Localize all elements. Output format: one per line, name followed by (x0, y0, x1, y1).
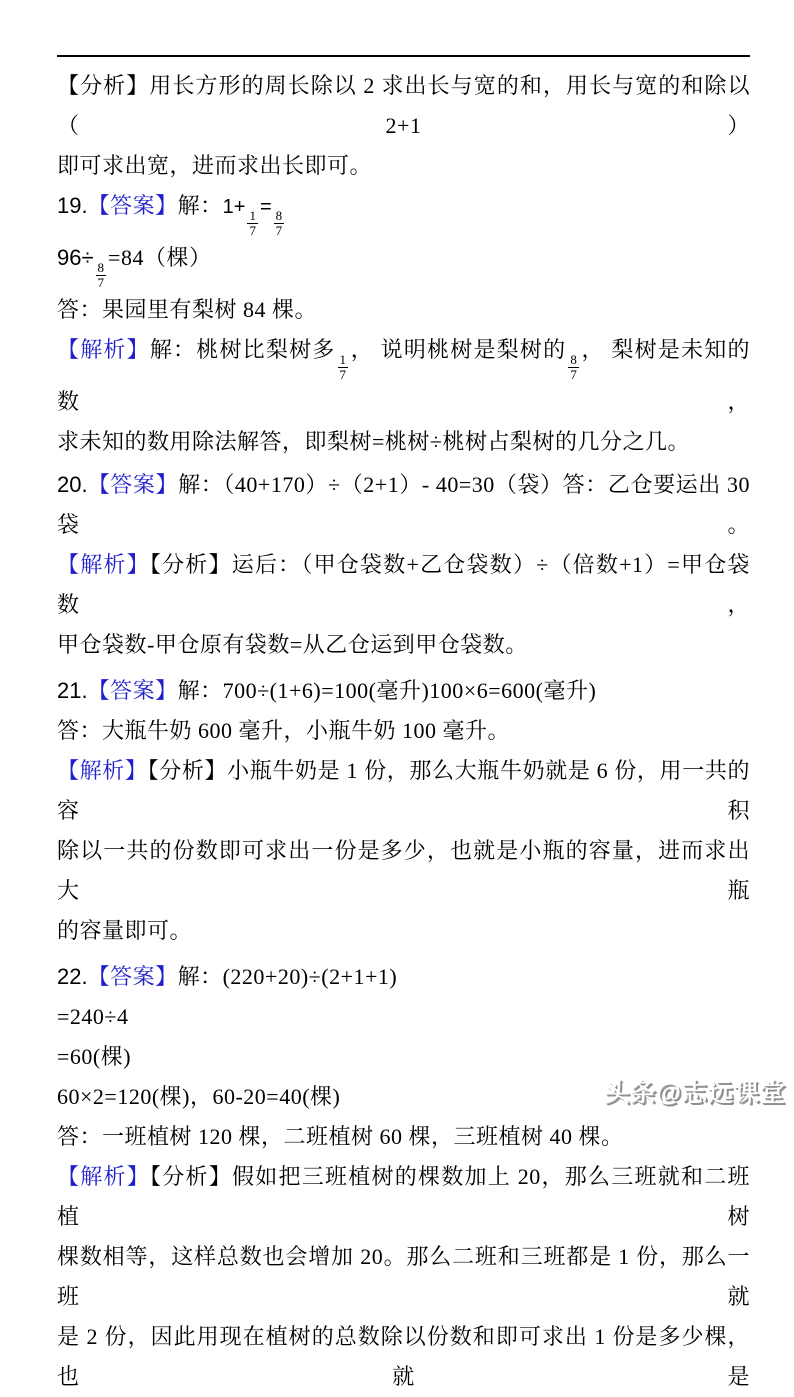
answer-sentence: 答：大瓶牛奶 600 毫升，小瓶牛奶 100 毫升。 (57, 718, 511, 744)
analysis-text: 即可求出宽，进而求出长即可。 (57, 153, 373, 178)
header-rule (57, 55, 750, 57)
fraction (274, 209, 285, 239)
answer-sentence-line (57, 1117, 750, 1157)
explanation-text: 求未知的数用除法解答，即梨树=桃树÷桃树占梨树的几分之几。 (57, 429, 690, 455)
answer-label: 【答案】 (87, 472, 179, 498)
math-text: = (259, 196, 272, 218)
explanation-line (57, 751, 750, 831)
explanation-line (57, 625, 750, 665)
fraction-denominator: 7 (97, 274, 105, 290)
answer-line (57, 671, 750, 711)
fraction-denominator: 7 (339, 366, 347, 382)
equation-line (57, 238, 750, 290)
answer-label: 【答案】 (87, 964, 178, 990)
watermark: 头条@志远课堂 (604, 1079, 786, 1107)
explanation-text: 【分析】小瓶牛奶是 1 份，那么大瓶牛奶就是 6 份，用一共的容积 (57, 758, 750, 824)
fraction (96, 261, 107, 291)
math-text: 96÷ (57, 245, 94, 271)
answer-text: 解：（40+170）÷（2+1）- 40=30（袋）答：乙仓要运出 30 袋。 (57, 472, 750, 538)
explanation-line (57, 831, 750, 911)
fraction-denominator: 7 (249, 222, 256, 238)
explanation-text: 【分析】运后：（甲仓袋数+乙仓袋数）÷（倍数+1）=甲仓袋数， (57, 552, 750, 618)
answer-text: 解：(220+20)÷(2+1+1) (177, 964, 398, 990)
answer-sentence-line (57, 290, 750, 330)
text-line (57, 66, 750, 146)
document-content (57, 0, 750, 1397)
answer-line (57, 957, 750, 997)
math-text: =60(棵) (57, 1044, 132, 1070)
math-text: =240÷4 (57, 1004, 129, 1030)
answer-label: 【答案】 (87, 193, 178, 218)
fraction-numerator: 1 (249, 207, 256, 223)
answer-sentence-line (57, 711, 750, 751)
explanation-text: ， 说明桃树是梨树的 (350, 337, 567, 363)
question-number: 21. (57, 678, 88, 704)
math-text: 60×2=120(棵)，60-20=40(棵) (57, 1084, 341, 1110)
explanation-label: 【解析】 (57, 1164, 150, 1190)
fraction-numerator: 8 (570, 351, 577, 367)
fraction (568, 353, 579, 383)
explanation-text: 的容量即可。 (57, 918, 193, 944)
analysis-block-18 (57, 66, 750, 186)
math-expression (222, 196, 287, 238)
explanation-line (57, 1237, 750, 1317)
explanation-label: 【解析】 (57, 552, 150, 578)
explanation-line (57, 911, 750, 951)
fraction (247, 209, 258, 239)
explanation-line (57, 1157, 750, 1237)
analysis-label: 【分析】 (57, 73, 150, 98)
equation-line (57, 1037, 750, 1077)
explanation-text: 是 2 份，因此用现在植树的总数除以份数和即可求出 1 份是多少棵，也就是 (57, 1324, 750, 1390)
equation-line (57, 997, 750, 1037)
fraction-numerator: 8 (275, 207, 283, 223)
explanation-line (57, 330, 750, 422)
question-number: 19. (57, 193, 88, 218)
answer-sentence: 答：一班植树 120 棵，二班植树 60 棵，三班植树 40 棵。 (57, 1124, 624, 1150)
math-text: 1+ (222, 196, 246, 218)
text-line (57, 146, 750, 186)
solution-prefix: 解： (177, 193, 223, 218)
analysis-text: 用长方形的周长除以 2 求出长与宽的和，用长与宽的和除以（2+1） (57, 73, 750, 138)
explanation-text: 解：桃树比梨树多 (149, 337, 336, 363)
explanation-line (57, 422, 750, 462)
answer-text: 解：700÷(1+6)=100(毫升)100×6=600(毫升) (177, 678, 597, 704)
question-19-block (57, 186, 750, 462)
fraction-denominator: 7 (275, 222, 283, 238)
question-21-block (57, 671, 750, 951)
question-20-block (57, 465, 750, 665)
explanation-line (57, 545, 750, 625)
answer-line (57, 186, 750, 238)
math-text: =84（棵） (108, 245, 212, 271)
explanation-line (57, 1317, 750, 1397)
answer-label: 【答案】 (87, 678, 178, 704)
explanation-label: 【解析】 (57, 758, 148, 784)
question-22-block (57, 957, 750, 1397)
explanation-text: ， 梨树是未知的数， (57, 337, 750, 415)
explanation-text: 甲仓袋数-甲仓原有袋数=从乙仓运到甲仓袋数。 (57, 632, 528, 658)
explanation-text: 棵数相等，这样总数也会增加 20。那么二班和三班都是 1 份，那么一班就 (57, 1244, 750, 1310)
fraction-denominator: 7 (570, 366, 577, 382)
answer-line (57, 465, 750, 545)
explanation-text: 除以一共的份数即可求出一份是多少，也就是小瓶的容量，进而求出大瓶 (57, 838, 750, 904)
explanation-text: 【分析】假如把三班植树的棵数加上 20，那么三班就和二班植树 (57, 1164, 750, 1230)
fraction (338, 353, 349, 383)
question-number: 20. (57, 472, 88, 498)
fraction-numerator: 1 (339, 351, 347, 367)
answer-sentence: 答：果园里有梨树 84 棵。 (57, 297, 318, 323)
fraction-numerator: 8 (97, 259, 105, 275)
explanation-label: 【解析】 (57, 337, 150, 363)
question-number: 22. (57, 964, 88, 990)
